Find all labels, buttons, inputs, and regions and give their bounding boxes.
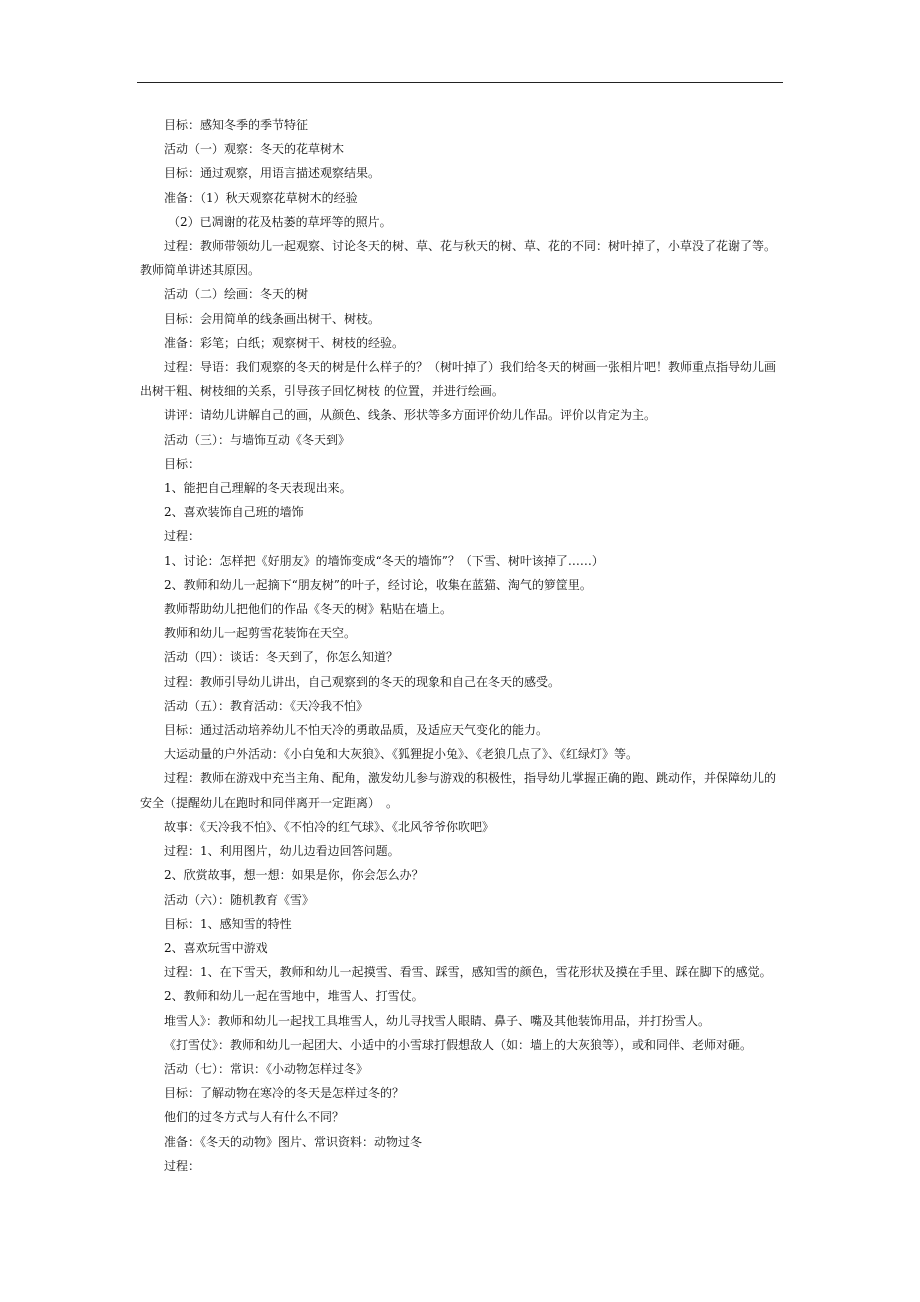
paragraph-line: 目标：了解动物在寒冷的冬天是怎样过冬的？ <box>164 1086 405 1101</box>
paragraph-line: 讲评：请幼儿讲解自己的画，从颜色、线条、形状等多方面评价幼儿作品。评价以肯定为主。 <box>164 408 657 423</box>
paragraph-line: 过程：导语：我们观察的冬天的树是什么样子的？（树叶掉了）我们给冬天的树画一张相片吧！教师重点指导幼儿画出树干粗、树枝细的关系，引导孩子回忆树枝 的位置，并进行绘画。 <box>140 360 777 399</box>
paragraph-line: 目标：感知冬季的季节特征 <box>164 118 309 132</box>
paragraph-line: 活动（六）：随机教育《雪》 <box>164 892 315 907</box>
paragraph-line: 活动（三）：与墙饰互动《冬天到》 <box>164 432 351 447</box>
paragraph-line: 过程：教师带领幼儿一起观察、讨论冬天的树、草、花与秋天的树、草、花的不同：树叶掉了，小草没了花谢了等。教师简单讲述其原因。 <box>140 239 777 278</box>
paragraph-line: 教师帮助幼儿把他们的作品《冬天的树》粘贴在墙上。 <box>164 602 453 617</box>
paragraph-line: 目标：通过活动培养幼儿不怕天冷的勇敢品质，及适应天气变化的能力。 <box>164 723 549 738</box>
paragraph-line: 过程：1、在下雪天，教师和幼儿一起摸雪、看雪、踩雪，感知雪的颜色，雪花形状及摸在手里、踩在脚下的感觉。 <box>164 965 772 980</box>
paragraph-line: 过程：1、利用图片，幼儿边看边回答问题。 <box>164 844 400 859</box>
paragraph-line: 故事：《天冷我不怕》、《不怕冷的红气球》、《北风爷爷你吹吧》 <box>164 819 495 834</box>
paragraph-line: 过程： <box>164 1158 201 1173</box>
paragraph-line: 2、教师和幼儿一起在雪地中，堆雪人、打雪仗。 <box>164 989 424 1004</box>
paragraph-line: 教师和幼儿一起剪雪花装饰在天空。 <box>164 626 357 641</box>
paragraph-line: 过程： <box>164 529 201 544</box>
paragraph-line: 1、能把自己理解的冬天表现出来。 <box>164 481 352 496</box>
paragraph-line: （2）已凋谢的花及枯萎的草坪等的照片。 <box>168 214 392 229</box>
paragraph-line: 2、教师和幼儿一起摘下“朋友树”的叶子，经讨论，收集在蓝猫、淘气的箩筐里。 <box>164 577 592 592</box>
header-rule <box>137 82 783 83</box>
paragraph-line: 过程：教师在游戏中充当主角、配角，激发幼儿参与游戏的积极性，指导幼儿掌握正确的跑、跳动作，并保障幼儿的安全（提醒幼儿在跑时和同伴离开一定距离） 。 <box>140 771 777 810</box>
paragraph-line: 活动（七）：常识：《小动物怎样过冬》 <box>164 1061 369 1076</box>
document-body <box>140 113 783 1178</box>
paragraph-line: 1、讨论：怎样把《好朋友》的墙饰变成“冬天的墙饰”？（下雪、树叶该掉了……） <box>164 553 604 568</box>
paragraph-line: 目标：会用简单的线条画出树干、树枝。 <box>164 311 381 326</box>
paragraph-line: 准备：（1）秋天观察花草树木的经验 <box>164 190 358 205</box>
paragraph-line: 过程：教师引导幼儿讲出，自己观察到的冬天的现象和自己在冬天的感受。 <box>164 674 561 689</box>
paragraph-line: 《打雪仗》：教师和幼儿一起团大、小适中的小雪球打假想敌人（如：墙上的大灰狼等），或和同伴、老师对砸。 <box>164 1037 753 1052</box>
paragraph-line: 2、喜欢玩雪中游戏 <box>164 940 268 955</box>
paragraph-line: 活动（二）绘画：冬天的树 <box>164 287 309 302</box>
paragraph-line: 活动（四）：谈话：冬天到了，你怎么知道？ <box>164 650 399 665</box>
paragraph-line: 目标：通过观察，用语言描述观察结果。 <box>164 166 381 181</box>
paragraph-line: 活动（五）：教育活动：《天冷我不怕》 <box>164 698 369 713</box>
paragraph-line: 堆雪人》：教师和幼儿一起找工具堆雪人，幼儿寻找雪人眼睛、鼻子、嘴及其他装饰用品，并打扮雪人。 <box>164 1013 711 1028</box>
paragraph-line: 大运动量的户外活动：《小白兔和大灰狼》、《狐狸捉小兔》、《老狼几点了》、《红绿灯》等。 <box>164 747 639 762</box>
paragraph-line: 准备：彩笔；白纸；观察树干、树枝的经验。 <box>164 335 405 350</box>
paragraph-line: 他们的过冬方式与人有什么不同？ <box>164 1110 345 1125</box>
paragraph-line: 活动（一）观察：冬天的花草树木 <box>164 142 345 157</box>
paragraph-line: 2、喜欢装饰自己班的墙饰 <box>164 505 304 520</box>
paragraph-line: 准备：《冬天的动物》图片、常识资料：动物过冬 <box>164 1134 423 1149</box>
paragraph-line: 目标：1、感知雪的特性 <box>164 916 292 931</box>
paragraph-line: 2、欣赏故事，想一想：如果是你，你会怎么办？ <box>164 868 424 883</box>
paragraph-line: 目标： <box>164 456 201 471</box>
